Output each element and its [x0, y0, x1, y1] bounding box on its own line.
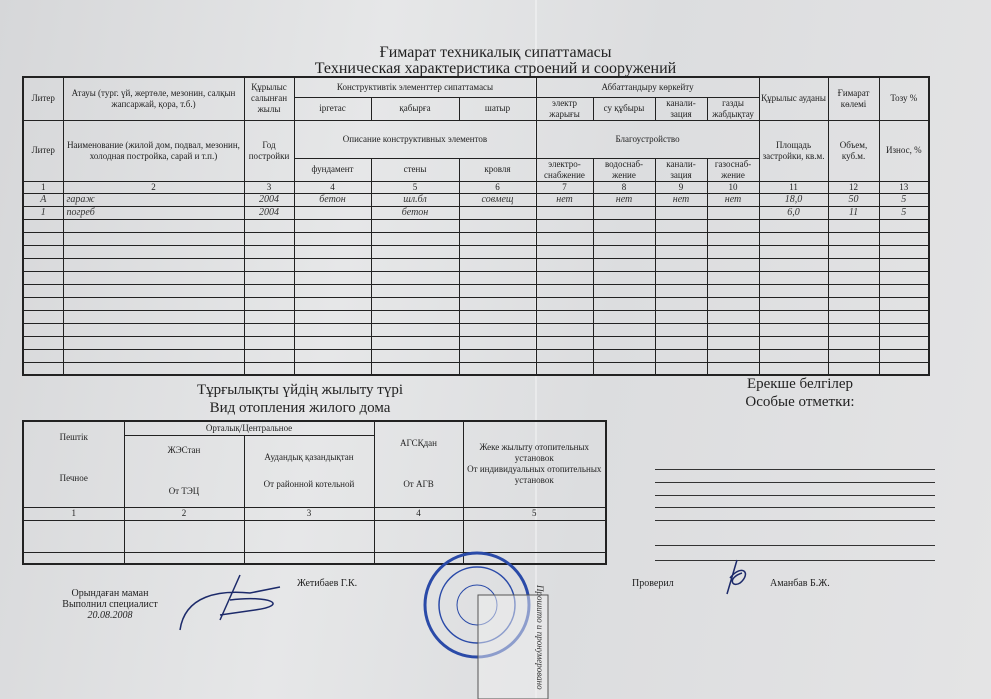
heating-title-kz: Тұрғылықты үйдің жылыту түрі	[196, 382, 404, 398]
table-cell	[536, 310, 593, 323]
table-cell: погреб	[63, 206, 244, 219]
special-line	[655, 495, 935, 496]
table-cell	[294, 297, 371, 310]
table-cell	[759, 336, 828, 349]
table-cell	[707, 310, 759, 323]
table-cell	[879, 310, 929, 323]
table-cell: бетон	[371, 206, 459, 219]
table-cell	[828, 323, 879, 336]
table-cell	[294, 219, 371, 232]
table-row	[23, 258, 929, 271]
table-cell	[593, 206, 655, 219]
table-row	[23, 284, 929, 297]
table-cell: 5	[879, 206, 929, 219]
table-cell	[244, 284, 294, 297]
table-cell: 2004	[244, 193, 294, 206]
table-cell	[655, 245, 707, 258]
table-cell	[244, 297, 294, 310]
table-cell	[536, 219, 593, 232]
column-number: 9	[655, 181, 707, 193]
table-cell: бетон	[294, 193, 371, 206]
checker-name: Аманбав Б.Ж.	[770, 578, 830, 589]
table-cell	[707, 245, 759, 258]
table-cell	[593, 271, 655, 284]
table-cell	[655, 232, 707, 245]
table-cell	[371, 284, 459, 297]
column-number: 4	[374, 507, 463, 520]
table-cell	[244, 310, 294, 323]
table-cell: 18,0	[759, 193, 828, 206]
table-cell	[536, 232, 593, 245]
table-cell	[371, 349, 459, 362]
table-cell: нет	[536, 193, 593, 206]
column-number: 7	[536, 181, 593, 193]
table-cell	[828, 271, 879, 284]
table-cell	[828, 284, 879, 297]
heating-table	[22, 420, 607, 565]
table-cell	[879, 245, 929, 258]
table-cell	[459, 284, 536, 297]
table-cell	[536, 258, 593, 271]
hdr-liter-kz: Литер	[23, 77, 63, 120]
hdr-volume-kz: Ғимарат көлемі	[828, 77, 879, 120]
table-cell	[23, 245, 63, 258]
table-row	[23, 206, 929, 219]
table-cell	[707, 219, 759, 232]
hdr-liter-ru: Литер	[23, 120, 63, 181]
table-cell	[23, 349, 63, 362]
heat-cell	[244, 520, 374, 552]
table-cell	[828, 349, 879, 362]
table-cell	[294, 271, 371, 284]
hdr-water-kz: су құбыры	[593, 97, 655, 120]
table-cell	[23, 284, 63, 297]
table-cell	[536, 323, 593, 336]
column-number: 1	[23, 507, 124, 520]
table-cell	[655, 349, 707, 362]
hdr-wear-ru: Износ, %	[879, 120, 929, 181]
table-cell	[593, 349, 655, 362]
table-row	[23, 245, 929, 258]
table-cell	[371, 362, 459, 375]
table-row	[23, 232, 929, 245]
table-cell	[828, 297, 879, 310]
characteristics-table	[22, 76, 930, 376]
table-cell	[23, 362, 63, 375]
hdr-area-ru: Площадь застройки, кв.м.	[759, 120, 828, 181]
table-cell	[593, 219, 655, 232]
table-cell	[655, 297, 707, 310]
table-cell	[459, 232, 536, 245]
table-cell	[63, 297, 244, 310]
table-cell: 2004	[244, 206, 294, 219]
table-cell	[23, 323, 63, 336]
column-number: 2	[124, 507, 244, 520]
table-cell	[655, 206, 707, 219]
table-cell	[63, 284, 244, 297]
column-number: 5	[371, 181, 459, 193]
table-cell	[879, 232, 929, 245]
table-row	[23, 297, 929, 310]
hdr-stove: Пештік Печное	[23, 421, 124, 507]
table-cell	[459, 349, 536, 362]
table-cell	[655, 258, 707, 271]
table-cell	[371, 219, 459, 232]
table-cell	[759, 310, 828, 323]
table-cell	[655, 271, 707, 284]
table-cell	[536, 271, 593, 284]
table-cell	[879, 284, 929, 297]
table-row	[23, 349, 929, 362]
table-cell	[707, 258, 759, 271]
column-number: 1	[23, 181, 63, 193]
hdr-tec: ЖЭСтан От ТЭЦ	[124, 435, 244, 507]
table-cell	[707, 362, 759, 375]
table-cell	[879, 258, 929, 271]
table-cell: нет	[707, 193, 759, 206]
table-cell	[536, 362, 593, 375]
table-cell	[593, 297, 655, 310]
table-cell	[879, 219, 929, 232]
table-cell	[244, 245, 294, 258]
table-cell	[244, 232, 294, 245]
table-cell	[707, 206, 759, 219]
hdr-district: Аудандық қазандықтан От районной котельной	[244, 435, 374, 507]
table-cell	[828, 336, 879, 349]
table-cell	[294, 232, 371, 245]
table-cell	[879, 323, 929, 336]
column-number: 10	[707, 181, 759, 193]
table-cell	[294, 336, 371, 349]
table-cell	[593, 310, 655, 323]
table-cell	[23, 271, 63, 284]
table-cell	[759, 362, 828, 375]
table-cell	[593, 284, 655, 297]
hdr-improv-ru: Благоустройство	[536, 120, 759, 158]
table-cell	[879, 349, 929, 362]
table-cell	[23, 310, 63, 323]
table-cell	[593, 336, 655, 349]
table-cell	[294, 258, 371, 271]
hdr-indiv: Жеке жылыту отопительных установок От индивидуальных отопительных установок	[463, 421, 606, 507]
table-cell	[244, 258, 294, 271]
performer-signature-icon	[160, 565, 310, 635]
hdr-elec-ru: электро- снабжение	[536, 158, 593, 181]
heating-title-ru: Вид отопления жилого дома	[209, 400, 391, 416]
table-cell	[459, 310, 536, 323]
heating-column-number-row	[23, 507, 606, 520]
table-cell	[828, 245, 879, 258]
table-cell	[459, 271, 536, 284]
special-marks-kz: Ерекше белгілер	[746, 376, 854, 392]
table-cell	[707, 297, 759, 310]
table-cell: 50	[828, 193, 879, 206]
column-number: 4	[294, 181, 371, 193]
column-number: 6	[459, 181, 536, 193]
table-cell	[707, 284, 759, 297]
table-cell	[759, 219, 828, 232]
column-number: 3	[244, 181, 294, 193]
performer-block: Орындаған маман Выполнил специалист 20.08.2008	[62, 588, 158, 621]
column-number: 2	[63, 181, 244, 193]
hdr-sewer-kz: канали- зация	[655, 97, 707, 120]
heat-cell	[124, 520, 244, 552]
checked-label: Проверил	[632, 578, 674, 589]
table-cell	[244, 219, 294, 232]
table-row	[23, 193, 929, 206]
column-number: 11	[759, 181, 828, 193]
column-number-row	[23, 181, 929, 193]
table-cell	[707, 349, 759, 362]
hdr-walls-kz: қабырға	[371, 97, 459, 120]
special-line	[655, 545, 935, 546]
table-cell	[371, 232, 459, 245]
table-cell: 11	[828, 206, 879, 219]
table-cell	[879, 297, 929, 310]
table-cell	[759, 349, 828, 362]
table-cell	[536, 245, 593, 258]
table-cell: 5	[879, 193, 929, 206]
hdr-wear-kz: Тозу %	[879, 77, 929, 120]
table-cell	[759, 232, 828, 245]
table-cell	[828, 258, 879, 271]
table-cell	[63, 349, 244, 362]
table-cell	[593, 323, 655, 336]
hdr-improv-kz: Аббаттандыру көркейту	[536, 77, 759, 97]
table-cell	[536, 284, 593, 297]
table-cell	[371, 245, 459, 258]
table-cell	[879, 271, 929, 284]
performer-name: Жетибаев Г.К.	[297, 578, 358, 589]
table-cell	[828, 362, 879, 375]
table-cell	[244, 362, 294, 375]
title-ru: Техническая характеристика строений и сооружений	[314, 60, 677, 77]
table-cell	[536, 336, 593, 349]
table-cell	[371, 297, 459, 310]
table-row	[23, 323, 929, 336]
table-cell	[759, 297, 828, 310]
table-cell: гараж	[63, 193, 244, 206]
title-kz: Ғимарат техникалық сипаттамасы	[379, 44, 612, 61]
hdr-year-kz: Құрылыс салынған жылы	[244, 77, 294, 120]
column-number: 5	[463, 507, 606, 520]
hdr-gas-kz: газды жабдықтау	[707, 97, 759, 120]
table-cell: шл.бл	[371, 193, 459, 206]
table-cell	[63, 219, 244, 232]
table-cell	[63, 245, 244, 258]
table-cell	[294, 245, 371, 258]
table-cell	[759, 258, 828, 271]
table-cell	[244, 349, 294, 362]
special-line	[655, 507, 935, 508]
table-cell	[879, 336, 929, 349]
table-cell	[707, 232, 759, 245]
table-cell	[655, 310, 707, 323]
table-row	[23, 271, 929, 284]
heat-cell	[244, 552, 374, 564]
table-row	[23, 219, 929, 232]
table-cell	[371, 310, 459, 323]
hdr-constr-ru: Описание конструктивных элементов	[294, 120, 536, 158]
special-line	[655, 560, 935, 561]
column-number: 12	[828, 181, 879, 193]
table-cell	[23, 336, 63, 349]
column-number: 3	[244, 507, 374, 520]
table-cell	[459, 297, 536, 310]
table-cell	[655, 336, 707, 349]
table-cell	[828, 232, 879, 245]
table-row	[23, 336, 929, 349]
table-cell	[759, 245, 828, 258]
table-cell	[593, 245, 655, 258]
special-line	[655, 520, 935, 521]
table-cell: 6,0	[759, 206, 828, 219]
table-cell	[459, 219, 536, 232]
hdr-roof-ru: кровля	[459, 158, 536, 181]
hdr-area-kz: Құрылыс ауданы	[759, 77, 828, 120]
table-cell: совмещ	[459, 193, 536, 206]
table-cell	[294, 362, 371, 375]
column-number: 8	[593, 181, 655, 193]
table-cell	[294, 323, 371, 336]
table-cell	[63, 362, 244, 375]
table-cell	[23, 232, 63, 245]
hdr-found-ru: фундамент	[294, 158, 371, 181]
special-line	[655, 482, 935, 483]
table-cell	[244, 271, 294, 284]
table-cell	[759, 284, 828, 297]
heat-cell	[23, 552, 124, 564]
table-cell	[294, 206, 371, 219]
hdr-elec-kz: электр жарығы	[536, 97, 593, 120]
heat-cell	[124, 552, 244, 564]
official-stamp-icon	[415, 545, 555, 699]
table-cell	[371, 323, 459, 336]
table-cell	[63, 271, 244, 284]
hdr-volume-ru: Объем, куб.м.	[828, 120, 879, 181]
table-cell	[593, 258, 655, 271]
table-cell	[828, 310, 879, 323]
table-cell	[294, 284, 371, 297]
table-cell	[63, 232, 244, 245]
hdr-year-ru: Год постройки	[244, 120, 294, 181]
table-cell: 1	[23, 206, 63, 219]
table-cell	[23, 258, 63, 271]
table-cell	[23, 219, 63, 232]
hdr-name-kz: Атауы (тург. үй, жертөле, мезонин, салқын жапсаржай, қора, т.б.)	[63, 77, 244, 120]
table-cell	[459, 258, 536, 271]
table-cell	[371, 271, 459, 284]
heat-cell	[23, 520, 124, 552]
hdr-walls-ru: стены	[371, 158, 459, 181]
table-cell	[459, 323, 536, 336]
hdr-roof-kz: шатыр	[459, 97, 536, 120]
table-cell	[294, 349, 371, 362]
table-cell: нет	[655, 193, 707, 206]
table-cell	[536, 297, 593, 310]
table-cell	[655, 219, 707, 232]
table-cell	[23, 297, 63, 310]
table-cell	[593, 362, 655, 375]
table-cell	[244, 323, 294, 336]
hdr-water-ru: водоснаб- жение	[593, 158, 655, 181]
table-cell	[459, 206, 536, 219]
hdr-name-ru: Наименование (жилой дом, подвал, мезонин, холодная постройка, сарай и т.п.)	[63, 120, 244, 181]
table-cell	[459, 362, 536, 375]
table-cell: А	[23, 193, 63, 206]
table-cell	[63, 310, 244, 323]
hdr-sewer-ru: канали- зация	[655, 158, 707, 181]
table-cell	[536, 206, 593, 219]
table-cell	[655, 323, 707, 336]
table-cell	[459, 245, 536, 258]
table-cell	[707, 323, 759, 336]
table-cell	[63, 336, 244, 349]
hdr-agv: АГСҚдан От АГВ	[374, 421, 463, 507]
table-cell	[655, 362, 707, 375]
special-marks-ru: Особые отметки:	[745, 394, 855, 410]
table-cell	[879, 362, 929, 375]
table-cell	[371, 336, 459, 349]
hdr-found-kz: іргетас	[294, 97, 371, 120]
table-row	[23, 362, 929, 375]
column-number: 13	[879, 181, 929, 193]
special-line	[655, 469, 935, 470]
table-cell	[294, 310, 371, 323]
hdr-gas-ru: газоснаб- жение	[707, 158, 759, 181]
table-cell	[655, 284, 707, 297]
table-cell	[707, 271, 759, 284]
hdr-central: Орталық/Центральное	[124, 421, 374, 435]
table-cell: нет	[593, 193, 655, 206]
table-cell	[593, 232, 655, 245]
table-cell	[536, 349, 593, 362]
table-cell	[759, 323, 828, 336]
hdr-constr-kz: Конструктивтік элементтер сипаттамасы	[294, 77, 536, 97]
table-cell	[707, 336, 759, 349]
table-cell	[759, 271, 828, 284]
checker-signature-icon	[712, 558, 762, 598]
table-cell	[828, 219, 879, 232]
table-cell	[63, 323, 244, 336]
table-cell	[459, 336, 536, 349]
table-cell	[244, 336, 294, 349]
table-row	[23, 310, 929, 323]
table-cell	[371, 258, 459, 271]
table-cell	[63, 258, 244, 271]
stamp-note: Прошито и пронумеровано	[535, 585, 545, 690]
